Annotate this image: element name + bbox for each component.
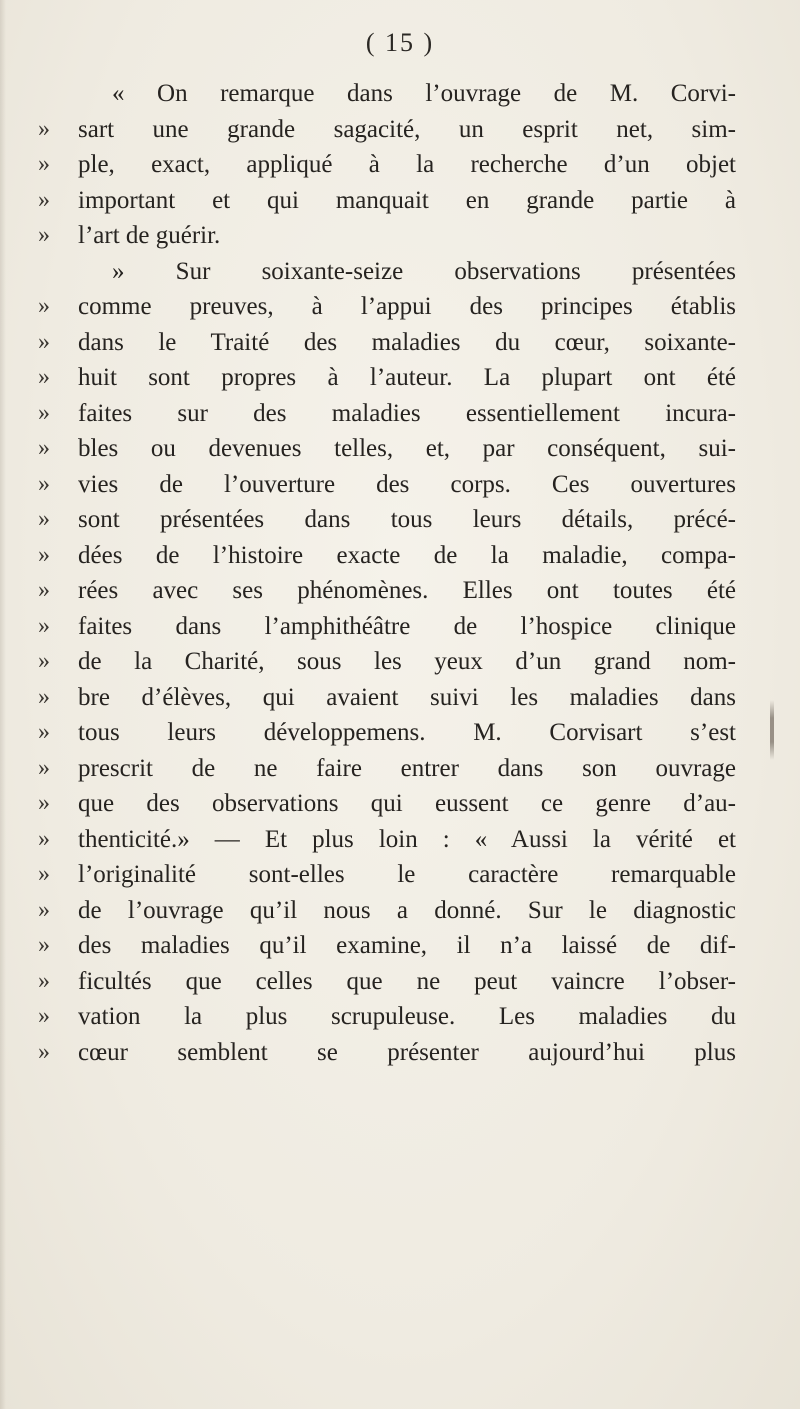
- quote-mark: »: [38, 115, 50, 142]
- quote-mark: »: [38, 896, 50, 923]
- text-line: [38, 289, 736, 325]
- line-text: faites dans l’amphithéâtre de l’hospice clinique: [78, 612, 736, 640]
- quote-mark: »: [38, 541, 50, 568]
- text-line: [38, 928, 736, 964]
- quote-mark: »: [38, 222, 50, 248]
- line-text: de l’ouvrage qu’il nous a donné. Sur le diagnostic: [78, 896, 736, 924]
- quote-mark: »: [38, 435, 50, 461]
- line-text: thenticité.» — Et plus loin : « Aussi la vérité et: [78, 825, 736, 853]
- line-text: vation la plus scrupuleuse. Les maladies du: [78, 1003, 736, 1030]
- quote-mark: »: [38, 506, 50, 532]
- text-line: [38, 715, 736, 751]
- line-text: dées de l’histoire exacte de la maladie, compa-: [78, 541, 736, 569]
- text-line: [38, 751, 736, 787]
- line-text: prescrit de ne faire entrer dans son ouvrage: [78, 754, 736, 782]
- text-line: [38, 467, 736, 503]
- text-line: [38, 396, 736, 432]
- quote-mark: »: [38, 683, 50, 710]
- quote-mark: »: [38, 1003, 50, 1029]
- line-text: cœur semblent se présenter aujourd’hui plus: [78, 1038, 736, 1066]
- quote-mark: »: [38, 470, 50, 497]
- text-line: [38, 431, 736, 467]
- quote-mark: »: [38, 825, 50, 852]
- line-text: « On remarque dans l’ouvrage de M. Corvi-: [112, 80, 736, 107]
- text-line: [38, 183, 736, 219]
- text-line: [38, 609, 736, 645]
- line-text: sont présentées dans tous leurs détails, précé-: [78, 506, 736, 533]
- line-text: l’art de guérir.: [78, 222, 221, 249]
- quote-mark: »: [38, 151, 50, 177]
- line-text: l’originalité sont-elles le caractère remarquable: [78, 861, 736, 888]
- quote-mark: »: [38, 399, 50, 426]
- text-line: [78, 76, 736, 112]
- text-line: [38, 538, 736, 574]
- page-number: ( 15 ): [365, 28, 435, 57]
- quote-mark: »: [38, 648, 50, 674]
- quote-mark: »: [38, 967, 50, 994]
- line-text: » Sur soixante-seize observations présentées: [112, 257, 736, 285]
- quote-mark: »: [38, 932, 50, 958]
- line-text: important et qui manquait en grande partie à: [78, 186, 736, 214]
- text-line: [38, 680, 736, 716]
- text-line: [38, 893, 736, 929]
- main-text: [38, 76, 736, 1070]
- quote-mark: »: [38, 293, 50, 319]
- line-text: sart une grande sagacité, un esprit net, sim-: [78, 115, 736, 143]
- line-text: de la Charité, sous les yeux d’un grand nom-: [78, 648, 736, 675]
- quote-mark: »: [38, 612, 50, 639]
- line-text: rées avec ses phénomènes. Elles ont toutes été: [78, 577, 736, 604]
- line-text: tous leurs développemens. M. Corvisart s’est: [78, 719, 736, 746]
- quote-mark: »: [38, 328, 50, 355]
- quote-mark: »: [38, 719, 50, 745]
- line-text: que des observations qui eussent ce genre d’au-: [78, 790, 736, 817]
- text-line: [38, 964, 736, 1000]
- text-line: [38, 857, 736, 893]
- text-line: [38, 573, 736, 609]
- line-text: faites sur des maladies essentiellement incura-: [78, 399, 736, 427]
- quote-mark: »: [38, 577, 50, 603]
- text-line: [38, 1035, 736, 1071]
- line-text: ficultés que celles que ne peut vaincre l’obser-: [78, 967, 736, 995]
- line-text: des maladies qu’il examine, il n’a laissé de dif-: [78, 932, 736, 959]
- quote-mark: »: [38, 754, 50, 781]
- quote-mark: »: [38, 364, 50, 390]
- line-text: dans le Traité des maladies du cœur, soixante-: [78, 328, 736, 356]
- line-text: huit sont propres à l’auteur. La plupart ont été: [78, 364, 736, 391]
- line-text: vies de l’ouverture des corps. Ces ouvertures: [78, 470, 736, 498]
- text-line: [38, 786, 736, 822]
- text-line: [38, 822, 736, 858]
- quote-mark: »: [38, 861, 50, 887]
- text-line: [38, 360, 736, 396]
- quote-mark: »: [38, 790, 50, 816]
- page-gutter-shadow: [0, 0, 6, 1409]
- text-line: [38, 325, 736, 361]
- text-line: [38, 218, 736, 254]
- line-text: bre d’élèves, qui avaient suivi les maladies dans: [78, 683, 736, 711]
- text-line: [38, 112, 736, 148]
- page-edge-mark: [770, 700, 774, 760]
- line-text: comme preuves, à l’appui des principes établis: [78, 293, 736, 320]
- text-line: [38, 502, 736, 538]
- text-line: [78, 254, 736, 290]
- text-line: [38, 999, 736, 1035]
- quote-mark: »: [38, 1038, 50, 1065]
- text-line: [38, 644, 736, 680]
- line-text: ple, exact, appliqué à la recherche d’un objet: [78, 151, 736, 178]
- text-line: [38, 147, 736, 183]
- quote-mark: »: [38, 186, 50, 213]
- line-text: bles ou devenues telles, et, par conséquent, sui-: [78, 435, 736, 462]
